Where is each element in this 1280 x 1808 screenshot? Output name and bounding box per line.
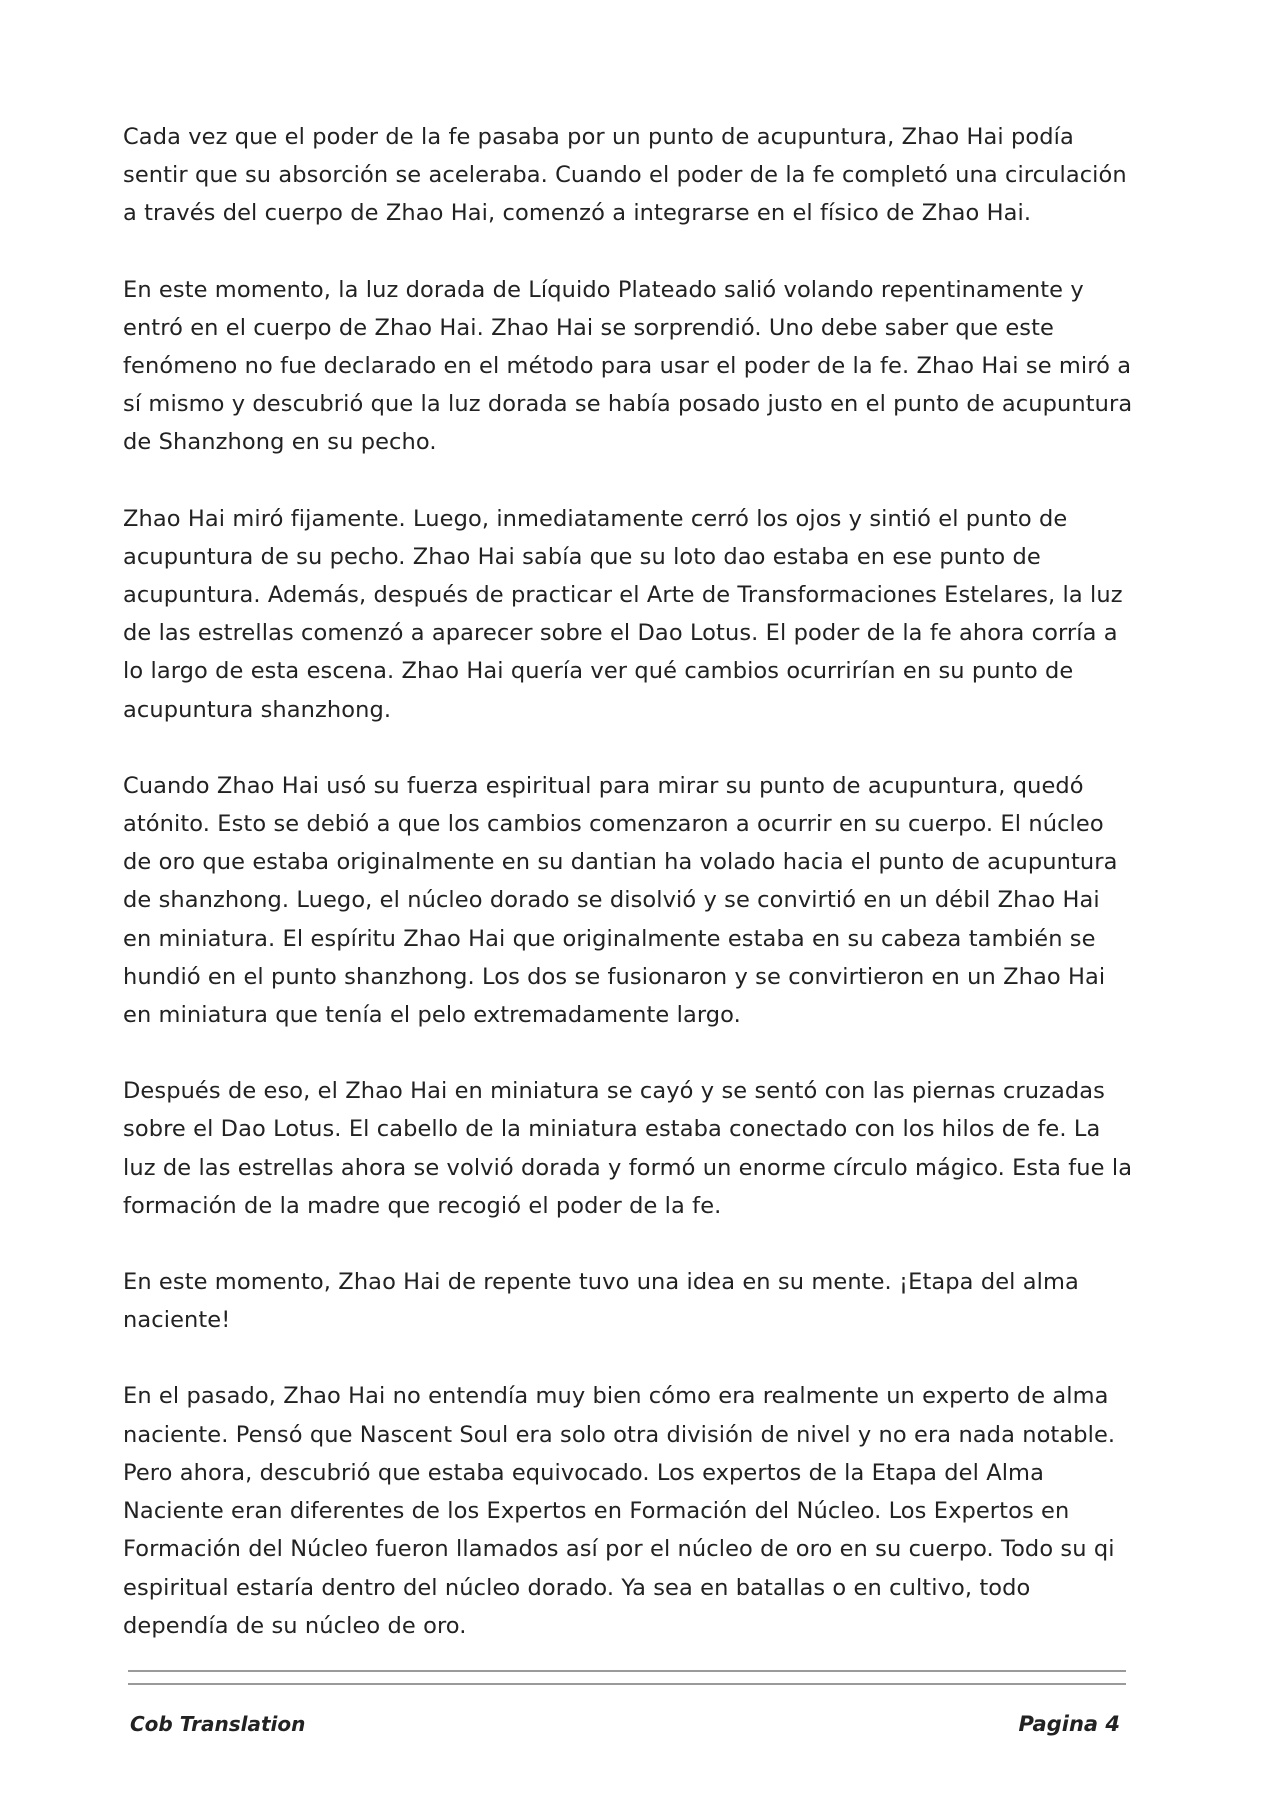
footer-page-number: Pagina 4: [1018, 1712, 1120, 1736]
paragraph-6: En este momento, Zhao Hai de repente tuvo una idea en su mente. ¡Etapa del alma naciente!: [123, 1269, 1079, 1334]
paragraph-2: En este momento, la luz dorada de Líquido Plateado salió volando repentinamente y entró en el cuerpo de Zhao Hai. Zhao Hai se sorprendió. Uno debe saber que este fenómeno no fue declarado en el método para usar el poder de la fe. Zhao Hai se miró a sí mismo y descubrió que la luz dorada se había posado justo en el punto de acupuntura de Shanzhong en su pecho.: [123, 276, 1133, 456]
paragraph-5: Después de eso, el Zhao Hai en miniatura se cayó y se sentó con las piernas cruzadas sobre el Dao Lotus. El cabello de la miniatura estaba conectado con los hilos de fe. La luz de las estrellas ahora se volvió dorada y formó un enorme círculo mágico. Esta fue la formación de la madre que recogió el poder de la fe.: [123, 1078, 1133, 1219]
body-text: [123, 118, 1133, 1683]
footer-divider-top: [128, 1670, 1126, 1672]
footer-divider-bottom: [128, 1683, 1126, 1685]
footer-translator-label: Cob Translation: [130, 1712, 306, 1736]
paragraph-3: Zhao Hai miró fijamente. Luego, inmediatamente cerró los ojos y sintió el punto de acupuntura de su pecho. Zhao Hai sabía que su loto dao estaba en ese punto de acupuntura. Además, después de practicar el Arte de Transformaciones Estelares, la luz de las estrellas comenzó a aparecer sobre el Dao Lotus. El poder de la fe ahora corría a lo largo de esta escena. Zhao Hai quería ver qué cambios ocurrirían en su punto de acupuntura shanzhong.: [123, 505, 1123, 723]
paragraph-4: Cuando Zhao Hai usó su fuerza espiritual para mirar su punto de acupuntura, quedó atónito. Esto se debió a que los cambios comenzaron a ocurrir en su cuerpo. El núcleo de oro que estaba originalmente en su dantian ha volado hacia el punto de acupuntura de shanzhong. Luego, el núcleo dorado se disolvió y se convirtió en un débil Zhao Hai en miniatura. El espíritu Zhao Hai que originalmente estaba en su cabeza también se hundió en el punto shanzhong. Los dos se fusionaron y se convirtieron en un Zhao Hai en miniatura que tenía el pelo extremadamente largo.: [123, 772, 1118, 1029]
paragraph-7: En el pasado, Zhao Hai no entendía muy bien cómo era realmente un experto de alma naciente. Pensó que Nascent Soul era solo otra división de nivel y no era nada notable. Pero ahora, descubrió que estaba equivocado. Los expertos de la Etapa del Alma Naciente eran diferentes de los Expertos en Formación del Núcleo. Los Expertos en Formación del Núcleo fueron llamados así por el núcleo de oro en su cuerpo. Todo su qi espiritual estaría dentro del núcleo dorado. Ya sea en batallas o en cultivo, todo dependía de su núcleo de oro.: [123, 1383, 1116, 1639]
paragraph-1: Cada vez que el poder de la fe pasaba por un punto de acupuntura, Zhao Hai podía sentir que su absorción se aceleraba. Cuando el poder de la fe completó una circulación a través del cuerpo de Zhao Hai, comenzó a integrarse en el físico de Zhao Hai.: [123, 124, 1127, 227]
